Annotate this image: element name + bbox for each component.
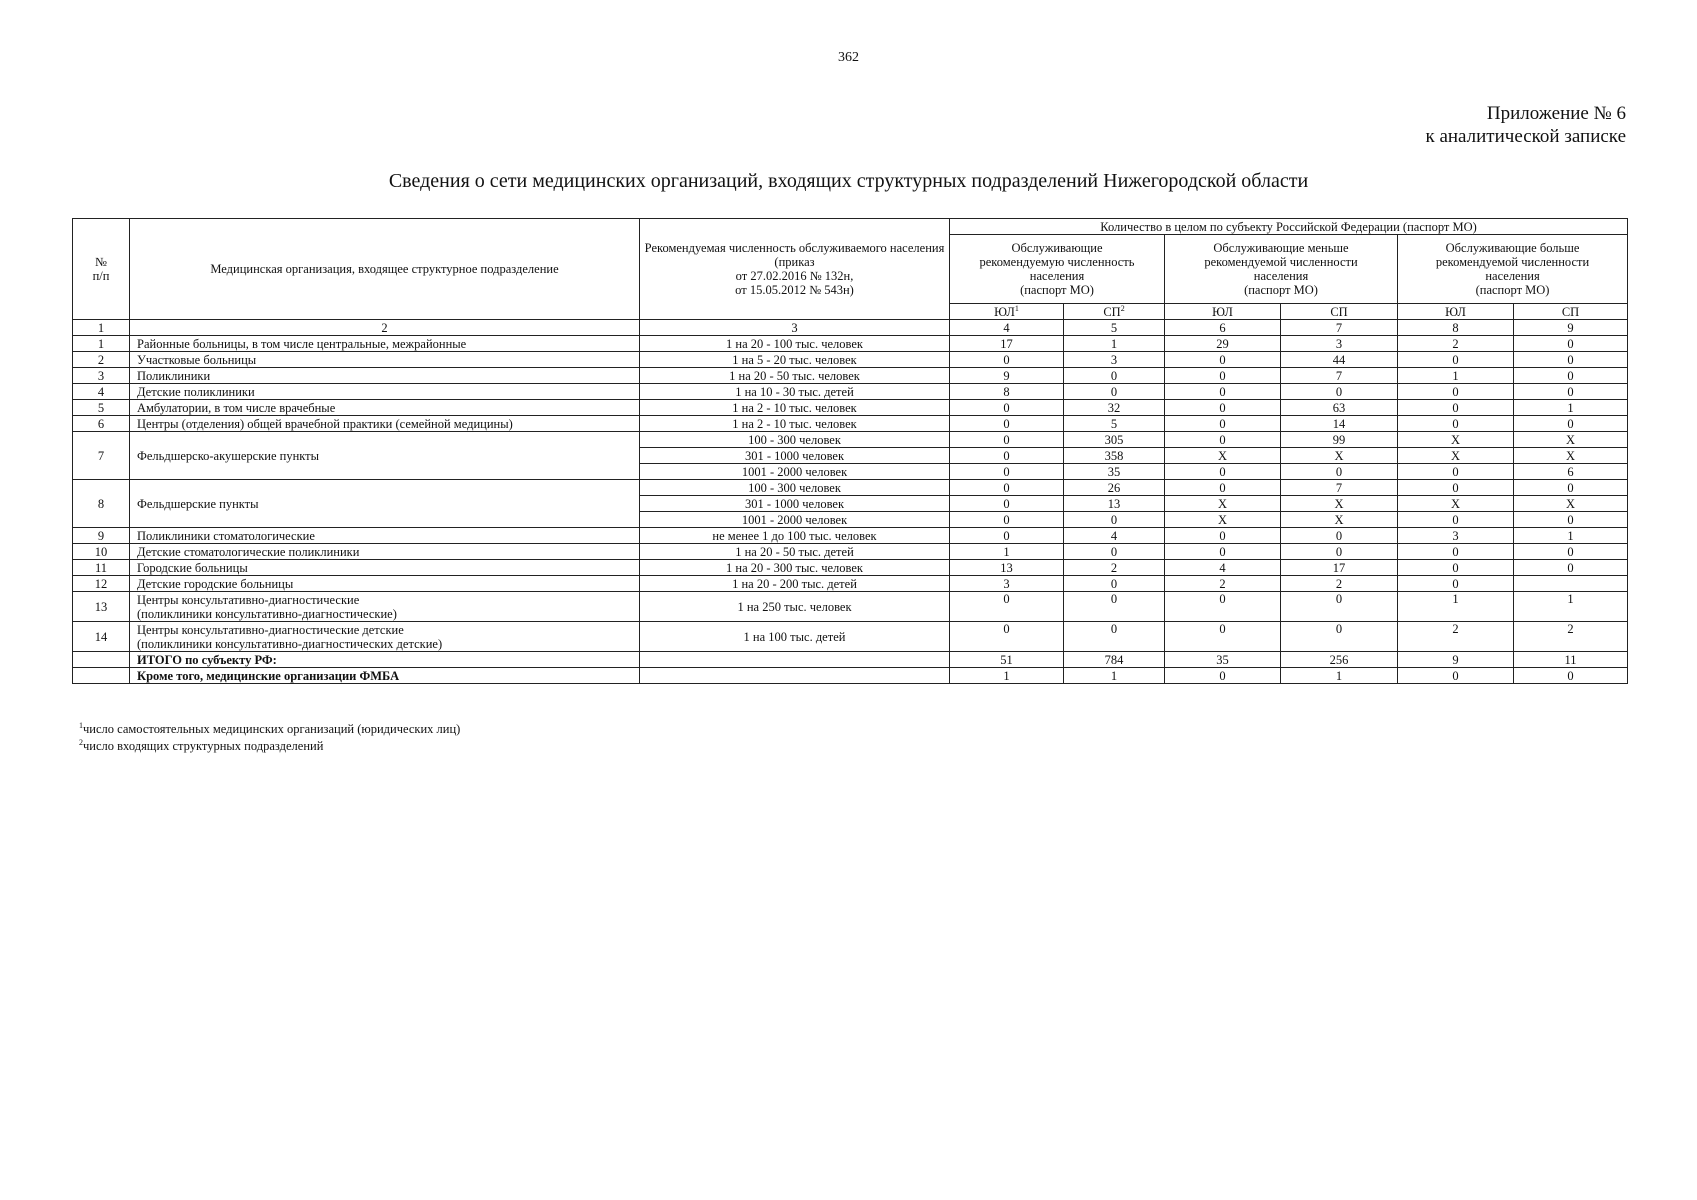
count-cell: 0 bbox=[1165, 352, 1281, 368]
count-cell: 0 bbox=[1064, 384, 1165, 400]
header-sp-3: СП bbox=[1514, 304, 1628, 320]
colnum: 8 bbox=[1398, 320, 1514, 336]
table-row bbox=[73, 544, 1628, 560]
table-row bbox=[73, 400, 1628, 416]
count-cell: 1 bbox=[1514, 528, 1628, 544]
count-cell: 0 bbox=[1165, 400, 1281, 416]
count-cell: X bbox=[1281, 496, 1398, 512]
org-name: Поликлиники стоматологические bbox=[130, 528, 640, 544]
org-name: Детские городские больницы bbox=[130, 576, 640, 592]
count-cell: 4 bbox=[1064, 528, 1165, 544]
count-cell: 0 bbox=[1398, 560, 1514, 576]
count-cell: 1 bbox=[1398, 368, 1514, 384]
count-cell: 3 bbox=[950, 576, 1064, 592]
colnum: 1 bbox=[73, 320, 130, 336]
row-number: 12 bbox=[73, 576, 130, 592]
count-cell: 0 bbox=[1165, 622, 1281, 652]
count-cell: 35 bbox=[1064, 464, 1165, 480]
recommended-population: 301 - 1000 человек bbox=[640, 496, 950, 512]
recommended-population: 100 - 300 человек bbox=[640, 480, 950, 496]
org-name: Центры (отделения) общей врачебной практики (семейной медицины) bbox=[130, 416, 640, 432]
total-count: 1 bbox=[1064, 668, 1165, 684]
count-cell: 0 bbox=[1398, 352, 1514, 368]
count-cell: 0 bbox=[1064, 576, 1165, 592]
recommended-population: 100 - 300 человек bbox=[640, 432, 950, 448]
total-count: 51 bbox=[950, 652, 1064, 668]
count-cell: 26 bbox=[1064, 480, 1165, 496]
count-cell: 1 bbox=[1514, 592, 1628, 622]
count-cell: 0 bbox=[1398, 512, 1514, 528]
count-cell: 0 bbox=[950, 352, 1064, 368]
count-cell: 0 bbox=[1514, 336, 1628, 352]
count-cell: 4 bbox=[1165, 560, 1281, 576]
count-cell: 0 bbox=[1281, 528, 1398, 544]
count-cell: 3 bbox=[1281, 336, 1398, 352]
row-number: 14 bbox=[73, 622, 130, 652]
row-number bbox=[73, 652, 130, 668]
count-cell: 17 bbox=[950, 336, 1064, 352]
count-cell: 0 bbox=[1398, 384, 1514, 400]
row-number: 7 bbox=[73, 432, 130, 480]
count-cell: 7 bbox=[1281, 480, 1398, 496]
header-group-recommended: Обслуживающие рекомендуемую численность населения (паспорт МО) bbox=[950, 235, 1165, 304]
recommended-population: 1 на 20 - 50 тыс. человек bbox=[640, 368, 950, 384]
org-name: Фельдшерские пункты bbox=[130, 480, 640, 528]
count-cell: 0 bbox=[1165, 416, 1281, 432]
row-number: 6 bbox=[73, 416, 130, 432]
count-cell: 0 bbox=[1398, 576, 1514, 592]
count-cell: 0 bbox=[1281, 622, 1398, 652]
footnote-2: $^2$число входящих структурных подразделений bbox=[79, 737, 324, 753]
count-cell: 0 bbox=[1165, 528, 1281, 544]
colnum: 6 bbox=[1165, 320, 1281, 336]
total-count: 0 bbox=[1514, 668, 1628, 684]
count-cell: X bbox=[1165, 512, 1281, 528]
org-name: Районные больницы, в том числе центральные, межрайонные bbox=[130, 336, 640, 352]
recommended-population: 1 на 250 тыс. человек bbox=[640, 592, 950, 622]
row-number: 1 bbox=[73, 336, 130, 352]
row-number: 9 bbox=[73, 528, 130, 544]
total-row bbox=[73, 652, 1628, 668]
header-yul-2: ЮЛ bbox=[1165, 304, 1281, 320]
count-cell: 0 bbox=[1514, 480, 1628, 496]
table-row bbox=[73, 528, 1628, 544]
total-row bbox=[73, 668, 1628, 684]
medical-network-table bbox=[72, 218, 1628, 684]
header-sp-1: $СП^2$ bbox=[1064, 304, 1165, 320]
row-number bbox=[73, 668, 130, 684]
org-name: Городские больницы bbox=[130, 560, 640, 576]
count-cell: 0 bbox=[1165, 544, 1281, 560]
colnum: 2 bbox=[130, 320, 640, 336]
count-cell: 1 bbox=[1514, 400, 1628, 416]
count-cell: 44 bbox=[1281, 352, 1398, 368]
header-num: № п/п bbox=[73, 219, 130, 320]
count-cell: 0 bbox=[1398, 480, 1514, 496]
total-label: ИТОГО по субъекту РФ: bbox=[130, 652, 640, 668]
count-cell: 0 bbox=[1281, 544, 1398, 560]
count-cell: 7 bbox=[1281, 368, 1398, 384]
table-row bbox=[73, 592, 1628, 622]
recommended-population: 1 на 2 - 10 тыс. человек bbox=[640, 416, 950, 432]
recommended-population: 301 - 1000 человек bbox=[640, 448, 950, 464]
count-cell: 2 bbox=[1281, 576, 1398, 592]
recommended-population: 1 на 20 - 100 тыс. человек bbox=[640, 336, 950, 352]
row-number: 10 bbox=[73, 544, 130, 560]
count-cell: 5 bbox=[1064, 416, 1165, 432]
header-recommended: Рекомендуемая численность обслуживаемого населения (приказ от 27.02.2016 № 132н, от 15.05.2012 № 543н) bbox=[640, 219, 950, 320]
row-number: 5 bbox=[73, 400, 130, 416]
count-cell: 0 bbox=[950, 592, 1064, 622]
count-cell bbox=[1514, 576, 1628, 592]
count-cell: 0 bbox=[950, 432, 1064, 448]
table-row bbox=[73, 480, 1628, 496]
count-cell: 2 bbox=[1064, 560, 1165, 576]
count-cell: 0 bbox=[950, 496, 1064, 512]
colnum: 7 bbox=[1281, 320, 1398, 336]
count-cell: 29 bbox=[1165, 336, 1281, 352]
row-number: 8 bbox=[73, 480, 130, 528]
recommended-population bbox=[640, 652, 950, 668]
count-cell: 14 bbox=[1281, 416, 1398, 432]
org-name: Амбулатории, в том числе врачебные bbox=[130, 400, 640, 416]
count-cell: 0 bbox=[1514, 384, 1628, 400]
count-cell: X bbox=[1398, 432, 1514, 448]
appendix-line-1: Приложение № 6 bbox=[1486, 103, 1626, 124]
count-cell: 0 bbox=[1165, 432, 1281, 448]
count-cell: 1 bbox=[1064, 336, 1165, 352]
count-cell: 9 bbox=[950, 368, 1064, 384]
appendix-note bbox=[1425, 102, 1626, 148]
count-cell: 0 bbox=[1165, 464, 1281, 480]
recommended-population: 1 на 2 - 10 тыс. человек bbox=[640, 400, 950, 416]
total-count: 11 bbox=[1514, 652, 1628, 668]
count-cell: 0 bbox=[1514, 560, 1628, 576]
count-cell: 0 bbox=[950, 448, 1064, 464]
count-cell: 0 bbox=[1514, 512, 1628, 528]
count-cell: 0 bbox=[950, 416, 1064, 432]
colnum: 5 bbox=[1064, 320, 1165, 336]
total-count: 0 bbox=[1165, 668, 1281, 684]
count-cell: 0 bbox=[1064, 368, 1165, 384]
count-cell: 13 bbox=[1064, 496, 1165, 512]
org-name: Детские поликлиники bbox=[130, 384, 640, 400]
table-row bbox=[73, 576, 1628, 592]
recommended-population: 1 на 20 - 200 тыс. детей bbox=[640, 576, 950, 592]
org-name: Фельдшерско-акушерские пункты bbox=[130, 432, 640, 480]
count-cell: X bbox=[1514, 432, 1628, 448]
count-cell: 0 bbox=[1514, 368, 1628, 384]
count-cell: 2 bbox=[1514, 622, 1628, 652]
count-cell: 3 bbox=[1398, 528, 1514, 544]
table-row bbox=[73, 622, 1628, 652]
count-cell: 0 bbox=[950, 400, 1064, 416]
colnum: 3 bbox=[640, 320, 950, 336]
total-count: 0 bbox=[1398, 668, 1514, 684]
count-cell: 358 bbox=[1064, 448, 1165, 464]
total-label: Кроме того, медицинские организации ФМБА bbox=[130, 668, 640, 684]
total-count: 9 bbox=[1398, 652, 1514, 668]
table-row bbox=[73, 368, 1628, 384]
count-cell: 63 bbox=[1281, 400, 1398, 416]
colnum: 4 bbox=[950, 320, 1064, 336]
appendix-line-2: к аналитической записке bbox=[1425, 126, 1626, 147]
total-count: 256 bbox=[1281, 652, 1398, 668]
table-body bbox=[73, 336, 1628, 684]
count-cell: 0 bbox=[1281, 464, 1398, 480]
recommended-population: 1001 - 2000 человек bbox=[640, 464, 950, 480]
count-cell: 1 bbox=[1398, 592, 1514, 622]
table-row bbox=[73, 352, 1628, 368]
count-cell: X bbox=[1281, 512, 1398, 528]
row-number: 11 bbox=[73, 560, 130, 576]
page-number: 362 bbox=[838, 50, 859, 65]
total-count: 35 bbox=[1165, 652, 1281, 668]
count-cell: 0 bbox=[1514, 352, 1628, 368]
count-cell: 0 bbox=[1064, 512, 1165, 528]
header-yul-3: ЮЛ bbox=[1398, 304, 1514, 320]
count-cell: 0 bbox=[950, 622, 1064, 652]
table-row bbox=[73, 432, 1628, 448]
count-cell: 0 bbox=[1165, 384, 1281, 400]
count-cell: X bbox=[1398, 448, 1514, 464]
header-org: Медицинская организация, входящее структурное подразделение bbox=[130, 219, 640, 320]
org-name: Поликлиники bbox=[130, 368, 640, 384]
recommended-population: не менее 1 до 100 тыс. человек bbox=[640, 528, 950, 544]
count-cell: 0 bbox=[950, 528, 1064, 544]
count-cell: 0 bbox=[1165, 480, 1281, 496]
count-cell: 0 bbox=[1514, 416, 1628, 432]
count-cell: 0 bbox=[1064, 592, 1165, 622]
org-name: Центры консультативно-диагностические детские (поликлиники консультативно-диагностических детские) bbox=[130, 622, 640, 652]
table-row bbox=[73, 336, 1628, 352]
document-title: Сведения о сети медицинских организаций, входящих структурных подразделений Нижегородской области bbox=[388, 170, 1309, 192]
recommended-population: 1 на 5 - 20 тыс. человек bbox=[640, 352, 950, 368]
recommended-population bbox=[640, 668, 950, 684]
count-cell: 2 bbox=[1398, 622, 1514, 652]
count-cell: 0 bbox=[1064, 622, 1165, 652]
row-number: 3 bbox=[73, 368, 130, 384]
count-cell: 6 bbox=[1514, 464, 1628, 480]
count-cell: 0 bbox=[1165, 592, 1281, 622]
count-cell: X bbox=[1514, 496, 1628, 512]
org-name: Участковые больницы bbox=[130, 352, 640, 368]
header-total: Количество в целом по субъекту Российской Федерации (паспорт МО) bbox=[950, 219, 1628, 235]
count-cell: 0 bbox=[1398, 544, 1514, 560]
recommended-population: 1001 - 2000 человек bbox=[640, 512, 950, 528]
count-cell: 0 bbox=[1064, 544, 1165, 560]
count-cell: 8 bbox=[950, 384, 1064, 400]
recommended-population: 1 на 20 - 300 тыс. человек bbox=[640, 560, 950, 576]
row-number: 4 bbox=[73, 384, 130, 400]
colnum: 9 bbox=[1514, 320, 1628, 336]
count-cell: 1 bbox=[950, 544, 1064, 560]
count-cell: 0 bbox=[1165, 368, 1281, 384]
header-group-more: Обслуживающие больше рекомендуемой численности населения (паспорт МО) bbox=[1398, 235, 1628, 304]
row-number: 13 bbox=[73, 592, 130, 622]
total-count: 1 bbox=[950, 668, 1064, 684]
column-number-row bbox=[73, 320, 1628, 336]
header-sp-2: СП bbox=[1281, 304, 1398, 320]
count-cell: X bbox=[1165, 448, 1281, 464]
count-cell: 0 bbox=[1398, 400, 1514, 416]
total-count: 784 bbox=[1064, 652, 1165, 668]
count-cell: 17 bbox=[1281, 560, 1398, 576]
count-cell: 13 bbox=[950, 560, 1064, 576]
count-cell: 2 bbox=[1165, 576, 1281, 592]
total-count: 1 bbox=[1281, 668, 1398, 684]
header-group-less: Обслуживающие меньше рекомендуемой численности населения (паспорт МО) bbox=[1165, 235, 1398, 304]
org-name: Центры консультативно-диагностические (поликлиники консультативно-диагностические) bbox=[130, 592, 640, 622]
count-cell: X bbox=[1514, 448, 1628, 464]
count-cell: 305 bbox=[1064, 432, 1165, 448]
recommended-population: 1 на 10 - 30 тыс. детей bbox=[640, 384, 950, 400]
header-yul-1: $ЮЛ^1$ bbox=[950, 304, 1064, 320]
count-cell: 3 bbox=[1064, 352, 1165, 368]
footnotes bbox=[79, 721, 460, 755]
row-number: 2 bbox=[73, 352, 130, 368]
table-row bbox=[73, 560, 1628, 576]
count-cell: 0 bbox=[1281, 592, 1398, 622]
table-row bbox=[73, 416, 1628, 432]
count-cell: 0 bbox=[950, 480, 1064, 496]
org-name: Детские стоматологические поликлиники bbox=[130, 544, 640, 560]
table-row bbox=[73, 384, 1628, 400]
count-cell: 2 bbox=[1398, 336, 1514, 352]
footnote-1: $^1$число самостоятельных медицинских организаций (юридических лиц) bbox=[79, 720, 461, 736]
count-cell: X bbox=[1398, 496, 1514, 512]
count-cell: 0 bbox=[950, 512, 1064, 528]
count-cell: X bbox=[1281, 448, 1398, 464]
recommended-population: 1 на 100 тыс. детей bbox=[640, 622, 950, 652]
recommended-population: 1 на 20 - 50 тыс. детей bbox=[640, 544, 950, 560]
count-cell: 0 bbox=[950, 464, 1064, 480]
count-cell: 0 bbox=[1514, 544, 1628, 560]
count-cell: 99 bbox=[1281, 432, 1398, 448]
count-cell: 32 bbox=[1064, 400, 1165, 416]
count-cell: 0 bbox=[1398, 416, 1514, 432]
count-cell: 0 bbox=[1281, 384, 1398, 400]
count-cell: X bbox=[1165, 496, 1281, 512]
count-cell: 0 bbox=[1398, 464, 1514, 480]
